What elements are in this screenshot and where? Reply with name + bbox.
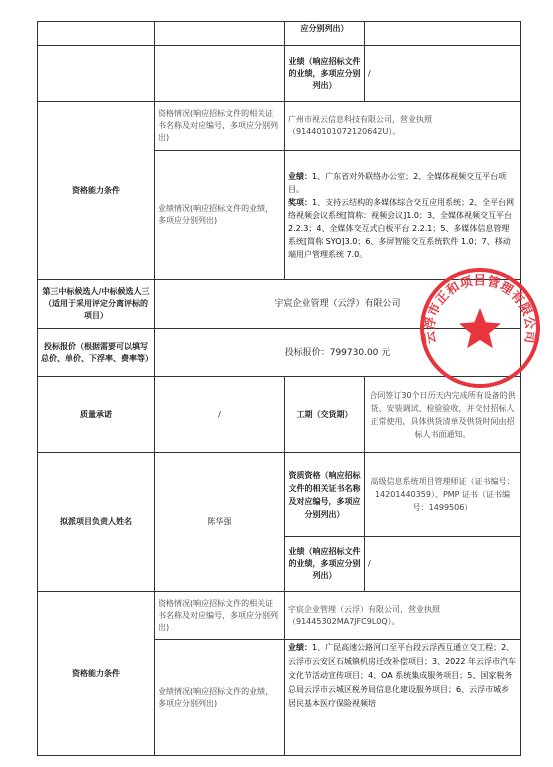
row-bid-price [38, 329, 521, 377]
cand3-qualification-group-label: 资格能力条件 [38, 592, 155, 756]
delivery-period-value: 合同签订30个日历天内完成所有设备的供货、安装调试、检验验收，并交付招标人正常使用，具体供货清单及供货时间由招标人书面通知。 [365, 377, 521, 453]
cand2-performance-label: 业绩情况(响应招标文件的业绩，多项应分别列出) [155, 151, 285, 280]
cand2-award-heading: 奖项： [288, 197, 312, 207]
pm-performance-value: / [365, 537, 521, 592]
row-continuation [38, 22, 521, 46]
cand2-qualification-group-label: 资格能力条件 [38, 102, 155, 280]
quality-label: 质量承诺 [38, 377, 155, 453]
row-cand2-license [38, 102, 521, 151]
cand2-license-value: 广州市视云信息科技有限公司，营业执照（91440101072120642U）。 [285, 102, 521, 151]
pm-performance-label-prev: 业绩（响应招标文件的业绩，多项应分别列出） [285, 46, 365, 102]
cand2-license-label: 资格情况(响应招标文件的相关证书名称及对应编号，多项应分别列出) [155, 102, 285, 151]
cand2-performance-value [285, 151, 521, 280]
seal-text: 云浮市正和项目管理有限公司 [421, 272, 539, 345]
pm-qualification-label: 资质资格（响应招标文件的相关证书名称及对应编号，多项应分别列出） [285, 453, 365, 537]
row-pm-performance-prev [38, 46, 521, 102]
cand3-perf-heading: 业绩： [288, 643, 312, 652]
cand3-license-value: 宇宸企业管理（云浮）有限公司，营业执照（91445302MA7JFC9L0Q）。 [285, 592, 521, 640]
cand2-award-list: 1、支持云结构的多媒体综合交互应用系统；2、全平台网络视频会议系统[简称：视频会议]1.0；3、全媒体视频交互平台 2.2.3；4、全媒体交互式白板平台 2.2.1；5、多媒体信息管理系统[简称 SYO]3.0；6、多屏智能交互系统软件 1.0；7、移动端用户管理系统 7.0。 [288, 197, 515, 259]
pm-performance-label: 业绩（响应招标文件的业绩，多项应分别列出） [285, 537, 365, 592]
continuation-text: 应分别列出） [285, 22, 365, 46]
row-third-candidate [38, 280, 521, 329]
third-candidate-label: 第三中标候选人/中标候选人三（适用于采用评定分离评标的项目） [38, 280, 155, 329]
cand3-license-label: 资格情况(响应招标文件的相关证书名称及对应编号，多项应分别列出) [155, 592, 285, 640]
cand2-perf-heading: 业绩： [288, 171, 312, 181]
row-cand3-license [38, 592, 521, 640]
cand3-performance-label: 业绩情况(响应招标文件的业绩，多项应分别列出) [155, 640, 285, 756]
bid-price-value: 投标报价：799730.00 元 [155, 329, 521, 377]
bid-result-table [37, 21, 521, 756]
row-quality [38, 377, 521, 453]
third-candidate-value: 宇宸企业管理（云浮）有限公司 [155, 280, 521, 329]
cand2-perf-list: 1、广东省对外联络办公室；2、全媒体视频交互平台项目。 [288, 171, 507, 194]
quality-value: / [155, 377, 285, 453]
delivery-period-label: 工期（交货期） [285, 377, 365, 453]
pm-qualification-value: 高级信息系统项目管理师证（证书编号：14201440359）、PMP 证书（证书编号：1499506） [365, 453, 521, 537]
row-pm-qualification [38, 453, 521, 537]
bid-price-label: 投标报价（根据需要可以填写总价、单价、下浮率、费率等） [38, 329, 155, 377]
pm-performance-value-prev: / [365, 46, 521, 102]
cand3-performance-value [285, 640, 521, 756]
pm-name-label: 拟派项目负责人姓名 [38, 453, 155, 592]
cand3-perf-list: 1、广昆高速公路河口至平台段云浮西互通立交工程；2、云浮市云安区石城镇机房迁改补偿项目；3、2022 年云浮市汽车文化节活动宣传项目；4、OA 系统集成服务项目；5、国家税务总局云浮市云城区税务局信息化建设服务项目；6、云浮市城乡居民基本医疗保险视频培 [288, 643, 516, 708]
pm-name-value: 陈华强 [155, 453, 285, 592]
